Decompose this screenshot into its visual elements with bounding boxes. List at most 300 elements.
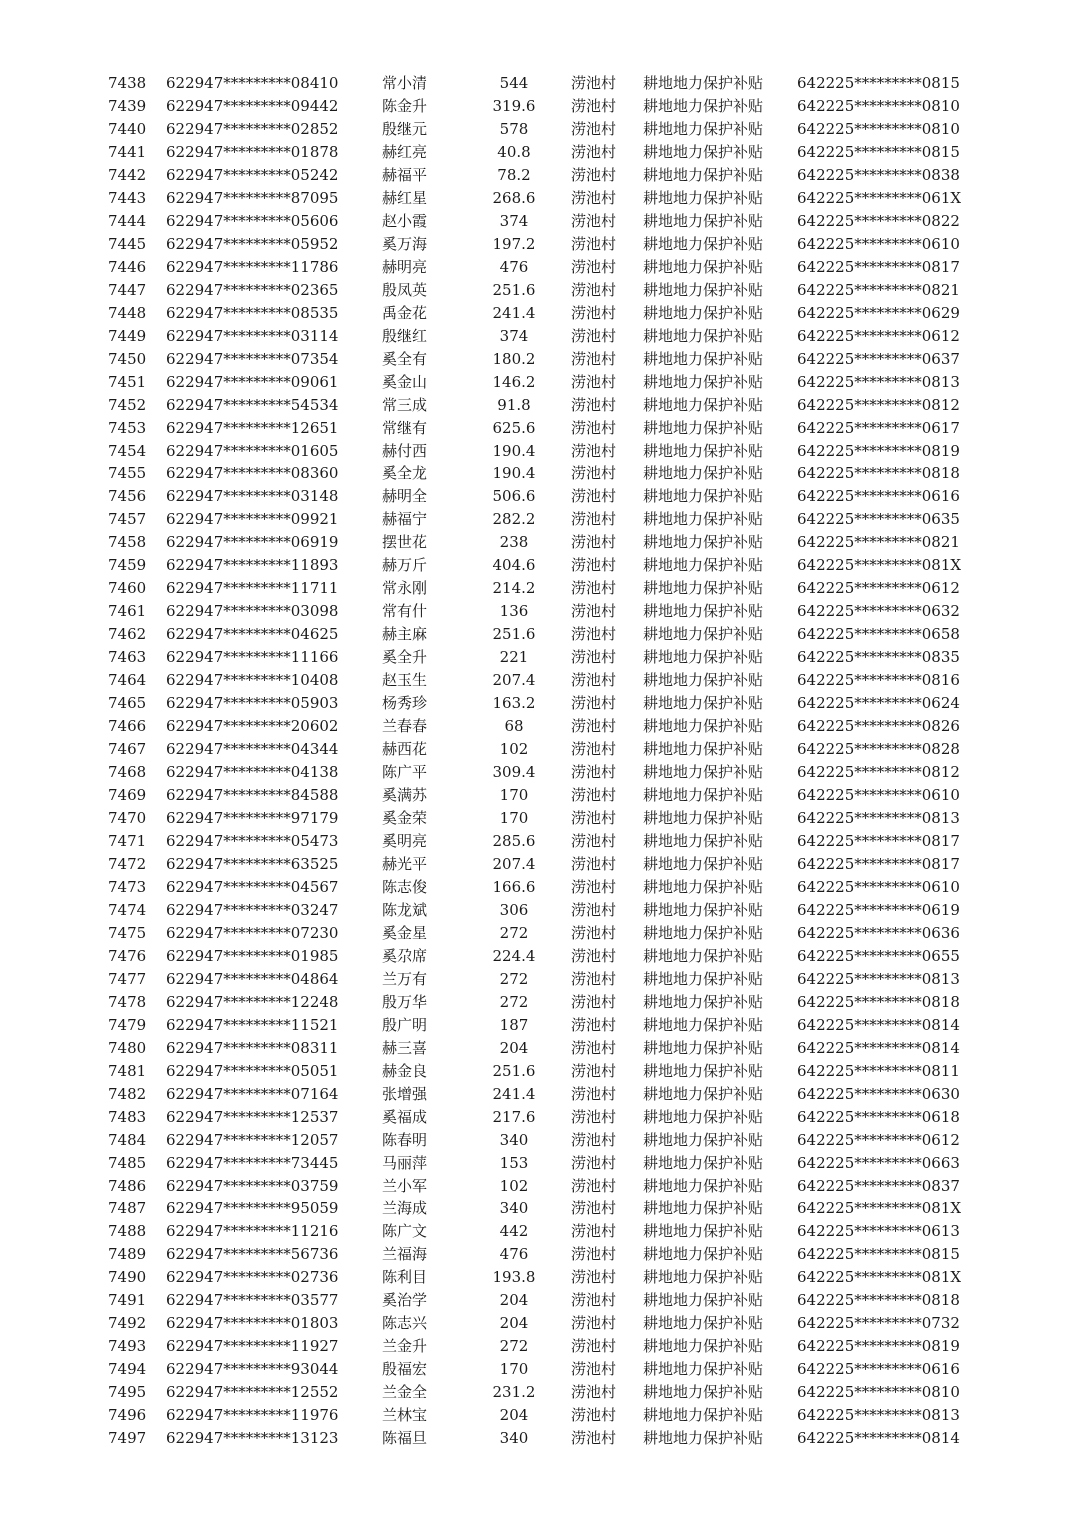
- id-number: 642225*********081X: [797, 1199, 962, 1218]
- row-number: 7497: [108, 1429, 147, 1448]
- village-name: 涝池村: [571, 1337, 617, 1356]
- subsidy-type: 耕地地力保护补贴: [643, 992, 764, 1011]
- account-number: 622947*********06919: [166, 533, 339, 552]
- recipient-name: 赫光平: [382, 854, 428, 873]
- row-number: 7452: [108, 395, 147, 414]
- table-row: [0, 348, 1074, 371]
- id-number: 642225*********0817: [797, 831, 960, 850]
- table-row: [0, 830, 1074, 853]
- village-name: 涝池村: [571, 510, 617, 529]
- recipient-name: 兰海成: [382, 1199, 428, 1218]
- row-number: 7481: [108, 1061, 147, 1080]
- recipient-name: 奚治学: [382, 1291, 428, 1310]
- account-number: 622947*********12651: [166, 418, 339, 437]
- account-number: 622947*********97179: [166, 809, 339, 827]
- account-number: 622947*********03577: [166, 1291, 339, 1310]
- subsidy-amount: 578: [499, 119, 529, 138]
- row-number: 7448: [108, 303, 147, 322]
- village-name: 涝池村: [571, 188, 617, 207]
- table-row: [0, 164, 1074, 187]
- id-number: 642225*********0632: [797, 602, 960, 621]
- id-number: 642225*********0655: [797, 946, 960, 965]
- subsidy-type: 耕地地力保护补贴: [643, 96, 764, 115]
- account-number: 622947*********07354: [166, 349, 339, 368]
- recipient-name: 杨秀珍: [382, 694, 428, 713]
- account-number: 622947*********05051: [166, 1061, 339, 1080]
- village-name: 涝池村: [571, 441, 617, 460]
- subsidy-amount: 204: [499, 1406, 529, 1425]
- id-number: 642225*********0813: [797, 809, 960, 827]
- subsidy-amount: 224.4: [492, 946, 536, 965]
- row-number: 7470: [108, 809, 147, 827]
- account-number: 622947*********03148: [166, 487, 339, 506]
- table-row: [0, 394, 1074, 417]
- subsidy-type: 耕地地力保护补贴: [643, 1038, 764, 1057]
- subsidy-type: 耕地地力保护补贴: [643, 1429, 764, 1448]
- recipient-name: 奚金荣: [382, 809, 428, 827]
- row-number: 7488: [108, 1222, 147, 1241]
- subsidy-type: 耕地地力保护补贴: [643, 395, 764, 414]
- subsidy-amount: 319.6: [492, 96, 536, 115]
- subsidy-type: 耕地地力保护补贴: [643, 165, 764, 184]
- subsidy-type: 耕地地力保护补贴: [643, 1360, 764, 1379]
- account-number: 622947*********09921: [166, 510, 339, 529]
- account-number: 622947*********12057: [166, 1130, 339, 1149]
- subsidy-amount: 207.4: [492, 671, 536, 690]
- subsidy-type: 耕地地力保护补贴: [643, 1153, 764, 1172]
- village-name: 涝池村: [571, 969, 617, 988]
- village-name: 涝池村: [571, 74, 617, 92]
- village-name: 涝池村: [571, 1245, 617, 1264]
- recipient-name: 陈广平: [382, 763, 428, 782]
- table-row: [0, 256, 1074, 279]
- recipient-name: 陈志俊: [382, 877, 428, 896]
- table-row: [0, 440, 1074, 463]
- recipient-name: 赫红亮: [382, 142, 428, 161]
- subsidy-type: 耕地地力保护补贴: [643, 1084, 764, 1103]
- table-row: [0, 187, 1074, 210]
- table-row: [0, 1106, 1074, 1129]
- subsidy-type: 耕地地力保护补贴: [643, 809, 764, 827]
- row-number: 7458: [108, 533, 147, 552]
- account-number: 622947*********03759: [166, 1176, 339, 1195]
- row-number: 7474: [108, 900, 147, 919]
- recipient-name: 赫金良: [382, 1061, 428, 1080]
- recipient-name: 赫红星: [382, 188, 428, 207]
- subsidy-amount: 78.2: [497, 165, 531, 184]
- subsidy-amount: 193.8: [492, 1268, 536, 1287]
- subsidy-type: 耕地地力保护补贴: [643, 671, 764, 690]
- row-number: 7460: [108, 579, 147, 598]
- id-number: 642225*********0616: [797, 1360, 960, 1379]
- row-number: 7442: [108, 165, 147, 184]
- village-name: 涝池村: [571, 142, 617, 161]
- row-number: 7453: [108, 418, 147, 437]
- recipient-name: 赫三喜: [382, 1038, 428, 1057]
- table-row: [0, 761, 1074, 784]
- table-row: [0, 1083, 1074, 1106]
- village-name: 涝池村: [571, 923, 617, 942]
- village-name: 涝池村: [571, 257, 617, 276]
- table-row: [0, 462, 1074, 485]
- recipient-name: 赫明亮: [382, 257, 428, 276]
- id-number: 642225*********0815: [797, 1245, 960, 1264]
- table-row: [0, 1175, 1074, 1198]
- id-number: 642225*********0612: [797, 579, 960, 598]
- row-number: 7478: [108, 992, 147, 1011]
- table-row: [0, 715, 1074, 738]
- village-name: 涝池村: [571, 1061, 617, 1080]
- subsidy-type: 耕地地力保护补贴: [643, 418, 764, 437]
- id-number: 642225*********0828: [797, 740, 960, 759]
- subsidy-amount: 374: [499, 211, 529, 230]
- row-number: 7468: [108, 763, 147, 782]
- village-name: 涝池村: [571, 1015, 617, 1034]
- recipient-name: 赫主麻: [382, 625, 428, 644]
- row-number: 7461: [108, 602, 147, 621]
- subsidy-type: 耕地地力保护补贴: [643, 1176, 764, 1195]
- account-number: 622947*********04625: [166, 625, 339, 644]
- table-row: [0, 233, 1074, 256]
- village-name: 涝池村: [571, 280, 617, 299]
- village-name: 涝池村: [571, 763, 617, 782]
- table-row: [0, 1197, 1074, 1220]
- table-row: [0, 1060, 1074, 1083]
- subsidy-amount: 91.8: [497, 395, 531, 414]
- village-name: 涝池村: [571, 1107, 617, 1126]
- table-row: [0, 279, 1074, 302]
- table-row: [0, 1289, 1074, 1312]
- id-number: 642225*********0658: [797, 625, 960, 644]
- row-number: 7457: [108, 510, 147, 529]
- village-name: 涝池村: [571, 96, 617, 115]
- account-number: 622947*********05606: [166, 211, 339, 230]
- village-name: 涝池村: [571, 211, 617, 230]
- recipient-name: 赫明全: [382, 487, 428, 506]
- row-number: 7496: [108, 1406, 147, 1425]
- table-row: [0, 554, 1074, 577]
- subsidy-amount: 197.2: [492, 234, 536, 253]
- village-name: 涝池村: [571, 648, 617, 667]
- village-name: 涝池村: [571, 786, 617, 805]
- table-row: [0, 922, 1074, 945]
- id-number: 642225*********081X: [797, 556, 962, 575]
- table-row: [0, 325, 1074, 348]
- subsidy-amount: 272: [499, 1337, 529, 1356]
- account-number: 622947*********04344: [166, 740, 339, 759]
- account-number: 622947*********08311: [166, 1038, 339, 1057]
- village-name: 涝池村: [571, 119, 617, 138]
- subsidy-type: 耕地地力保护补贴: [643, 188, 764, 207]
- subsidy-type: 耕地地力保护补贴: [643, 326, 764, 345]
- row-number: 7491: [108, 1291, 147, 1310]
- id-number: 642225*********0610: [797, 877, 960, 896]
- id-number: 642225*********0636: [797, 923, 960, 942]
- subsidy-amount: 476: [499, 257, 529, 276]
- village-name: 涝池村: [571, 602, 617, 621]
- subsidy-amount: 251.6: [492, 625, 536, 644]
- recipient-name: 常继有: [382, 418, 428, 437]
- row-number: 7483: [108, 1107, 147, 1126]
- recipient-name: 奚金山: [382, 372, 428, 391]
- row-number: 7444: [108, 211, 147, 230]
- subsidy-type: 耕地地力保护补贴: [643, 877, 764, 896]
- subsidy-type: 耕地地力保护补贴: [643, 1130, 764, 1149]
- table-row: [0, 1014, 1074, 1037]
- recipient-name: 兰金升: [382, 1337, 428, 1356]
- table-row: [0, 508, 1074, 531]
- subsidy-amount: 272: [499, 923, 529, 942]
- recipient-name: 奚福成: [382, 1107, 428, 1126]
- village-name: 涝池村: [571, 1291, 617, 1310]
- row-number: 7480: [108, 1038, 147, 1057]
- account-number: 622947*********63525: [166, 854, 339, 873]
- id-number: 642225*********0814: [797, 1429, 960, 1448]
- village-name: 涝池村: [571, 579, 617, 598]
- account-number: 622947*********04864: [166, 969, 339, 988]
- id-number: 642225*********0637: [797, 349, 960, 368]
- village-name: 涝池村: [571, 1360, 617, 1379]
- subsidy-amount: 231.2: [492, 1383, 536, 1402]
- recipient-name: 奚全龙: [382, 464, 428, 483]
- subsidy-type: 耕地地力保护补贴: [643, 602, 764, 621]
- subsidy-amount: 404.6: [492, 556, 536, 575]
- table-row: [0, 991, 1074, 1014]
- table-row: [0, 95, 1074, 118]
- subsidy-amount: 163.2: [492, 694, 536, 713]
- row-number: 7493: [108, 1337, 147, 1356]
- subsidy-amount: 187: [499, 1015, 529, 1034]
- recipient-name: 陈志兴: [382, 1314, 428, 1333]
- account-number: 622947*********08535: [166, 303, 339, 322]
- recipient-name: 陈金升: [382, 96, 428, 115]
- village-name: 涝池村: [571, 234, 617, 253]
- id-number: 642225*********0612: [797, 1130, 960, 1149]
- account-number: 622947*********03114: [166, 326, 339, 345]
- account-number: 622947*********02852: [166, 119, 339, 138]
- subsidy-type: 耕地地力保护补贴: [643, 349, 764, 368]
- id-number: 642225*********0813: [797, 372, 960, 391]
- subsidy-amount: 190.4: [492, 441, 536, 460]
- recipient-name: 殷万华: [382, 992, 428, 1011]
- id-number: 642225*********0812: [797, 395, 960, 414]
- subsidy-amount: 221: [499, 648, 529, 667]
- subsidy-type: 耕地地力保护补贴: [643, 119, 764, 138]
- recipient-name: 奚尕席: [382, 946, 428, 965]
- account-number: 622947*********03247: [166, 900, 339, 919]
- subsidy-type: 耕地地力保护补贴: [643, 923, 764, 942]
- subsidy-type: 耕地地力保护补贴: [643, 441, 764, 460]
- row-number: 7466: [108, 717, 147, 736]
- id-number: 642225*********0818: [797, 992, 960, 1011]
- recipient-name: 奚明亮: [382, 831, 428, 850]
- row-number: 7465: [108, 694, 147, 713]
- subsidy-type: 耕地地力保护补贴: [643, 1245, 764, 1264]
- subsidy-amount: 146.2: [492, 372, 536, 391]
- recipient-name: 奚全升: [382, 648, 428, 667]
- account-number: 622947*********05473: [166, 831, 339, 850]
- id-number: 642225*********0835: [797, 648, 960, 667]
- table-row: [0, 600, 1074, 623]
- row-number: 7455: [108, 464, 147, 483]
- subsidy-amount: 217.6: [492, 1107, 536, 1126]
- id-number: 642225*********0815: [797, 142, 960, 161]
- row-number: 7456: [108, 487, 147, 506]
- subsidy-type: 耕地地力保护补贴: [643, 763, 764, 782]
- id-number: 642225*********0663: [797, 1153, 960, 1172]
- recipient-name: 陈龙斌: [382, 900, 428, 919]
- table-row: [0, 118, 1074, 141]
- subsidy-type: 耕地地力保护补贴: [643, 946, 764, 965]
- subsidy-type: 耕地地力保护补贴: [643, 1222, 764, 1241]
- recipient-name: 殷继红: [382, 326, 428, 345]
- id-number: 642225*********0610: [797, 786, 960, 805]
- table-row: [0, 623, 1074, 646]
- row-number: 7459: [108, 556, 147, 575]
- recipient-name: 赫福宁: [382, 510, 428, 529]
- table-row: [0, 141, 1074, 164]
- account-number: 622947*********05242: [166, 165, 339, 184]
- account-number: 622947*********12552: [166, 1383, 339, 1402]
- account-number: 622947*********02736: [166, 1268, 339, 1287]
- row-number: 7492: [108, 1314, 147, 1333]
- row-number: 7471: [108, 831, 147, 850]
- table-row: [0, 945, 1074, 968]
- id-number: 642225*********0635: [797, 510, 960, 529]
- subsidy-amount: 40.8: [497, 142, 531, 161]
- row-number: 7440: [108, 119, 147, 138]
- row-number: 7438: [108, 74, 147, 92]
- recipient-name: 马丽萍: [382, 1153, 428, 1172]
- account-number: 622947*********03098: [166, 602, 339, 621]
- account-number: 622947*********54534: [166, 395, 339, 414]
- table-row: [0, 669, 1074, 692]
- account-number: 622947*********93044: [166, 1360, 339, 1379]
- subsidy-type: 耕地地力保护补贴: [643, 717, 764, 736]
- subsidy-amount: 204: [499, 1038, 529, 1057]
- account-number: 622947*********01803: [166, 1314, 339, 1333]
- table-row: [0, 968, 1074, 991]
- id-number: 642225*********081X: [797, 1268, 962, 1287]
- id-number: 642225*********0818: [797, 1291, 960, 1310]
- village-name: 涝池村: [571, 1199, 617, 1218]
- recipient-name: 奚万海: [382, 234, 428, 253]
- account-number: 622947*********04138: [166, 763, 339, 782]
- subsidy-type: 耕地地力保护补贴: [643, 257, 764, 276]
- recipient-name: 常永刚: [382, 579, 428, 598]
- row-number: 7462: [108, 625, 147, 644]
- subsidy-amount: 340: [499, 1429, 529, 1448]
- id-number: 642225*********0629: [797, 303, 960, 322]
- table-row: [0, 210, 1074, 233]
- subsidy-type: 耕地地力保护补贴: [643, 1107, 764, 1126]
- id-number: 642225*********0838: [797, 165, 960, 184]
- row-number: 7467: [108, 740, 147, 759]
- id-number: 642225*********0619: [797, 900, 960, 919]
- account-number: 622947*********09442: [166, 96, 339, 115]
- subsidy-amount: 170: [499, 1360, 529, 1379]
- account-number: 622947*********01878: [166, 142, 339, 161]
- subsidy-amount: 282.2: [492, 510, 536, 529]
- row-number: 7447: [108, 280, 147, 299]
- village-name: 涝池村: [571, 694, 617, 713]
- account-number: 622947*********01605: [166, 441, 339, 460]
- village-name: 涝池村: [571, 464, 617, 483]
- account-number: 622947*********11786: [166, 257, 339, 276]
- recipient-name: 赵小霞: [382, 211, 428, 230]
- village-name: 涝池村: [571, 740, 617, 759]
- row-number: 7463: [108, 648, 147, 667]
- subsidy-amount: 102: [499, 740, 529, 759]
- subsidy-amount: 544: [499, 74, 529, 92]
- subsidy-amount: 309.4: [492, 763, 536, 782]
- account-number: 622947*********11711: [166, 579, 339, 598]
- subsidy-type: 耕地地力保护补贴: [643, 280, 764, 299]
- subsidy-type: 耕地地力保护补贴: [643, 1061, 764, 1080]
- village-name: 涝池村: [571, 1268, 617, 1287]
- row-number: 7464: [108, 671, 147, 690]
- subsidy-type: 耕地地力保护补贴: [643, 1337, 764, 1356]
- row-number: 7477: [108, 969, 147, 988]
- village-name: 涝池村: [571, 418, 617, 437]
- id-number: 642225*********0815: [797, 74, 960, 92]
- subsidy-amount: 180.2: [492, 349, 536, 368]
- account-number: 622947*********05952: [166, 234, 339, 253]
- village-name: 涝池村: [571, 1084, 617, 1103]
- recipient-name: 兰春春: [382, 717, 428, 736]
- subsidy-amount: 241.4: [492, 303, 536, 322]
- subsidy-amount: 285.6: [492, 831, 536, 850]
- subsidy-type: 耕地地力保护补贴: [643, 1199, 764, 1218]
- village-name: 涝池村: [571, 992, 617, 1011]
- village-name: 涝池村: [571, 349, 617, 368]
- subsidy-amount: 166.6: [492, 877, 536, 896]
- recipient-name: 赫西花: [382, 740, 428, 759]
- village-name: 涝池村: [571, 1222, 617, 1241]
- village-name: 涝池村: [571, 1406, 617, 1425]
- subsidy-amount: 207.4: [492, 854, 536, 873]
- row-number: 7482: [108, 1084, 147, 1103]
- village-name: 涝池村: [571, 831, 617, 850]
- id-number: 642225*********0814: [797, 1038, 960, 1057]
- recipient-name: 陈广文: [382, 1222, 428, 1241]
- subsidy-amount: 268.6: [492, 188, 536, 207]
- row-number: 7495: [108, 1383, 147, 1402]
- subsidy-amount: 306: [499, 900, 529, 919]
- village-name: 涝池村: [571, 1383, 617, 1402]
- id-number: 642225*********0826: [797, 717, 960, 736]
- recipient-name: 张增强: [382, 1084, 428, 1103]
- table-row: [0, 853, 1074, 876]
- account-number: 622947*********10408: [166, 671, 339, 690]
- table-row: [0, 417, 1074, 440]
- account-number: 622947*********05903: [166, 694, 339, 713]
- id-number: 642225*********0837: [797, 1176, 960, 1195]
- account-number: 622947*********01985: [166, 946, 339, 965]
- id-number: 642225*********0813: [797, 1406, 960, 1425]
- row-number: 7479: [108, 1015, 147, 1034]
- row-number: 7449: [108, 326, 147, 345]
- id-number: 642225*********0819: [797, 1337, 960, 1356]
- account-number: 622947*********07230: [166, 923, 339, 942]
- id-number: 642225*********0618: [797, 1107, 960, 1126]
- row-number: 7494: [108, 1360, 147, 1379]
- table-row: [0, 72, 1074, 95]
- account-number: 622947*********08410: [166, 74, 339, 92]
- subsidy-amount: 340: [499, 1130, 529, 1149]
- recipient-name: 陈福旦: [382, 1429, 428, 1448]
- id-number: 642225*********061X: [797, 188, 962, 207]
